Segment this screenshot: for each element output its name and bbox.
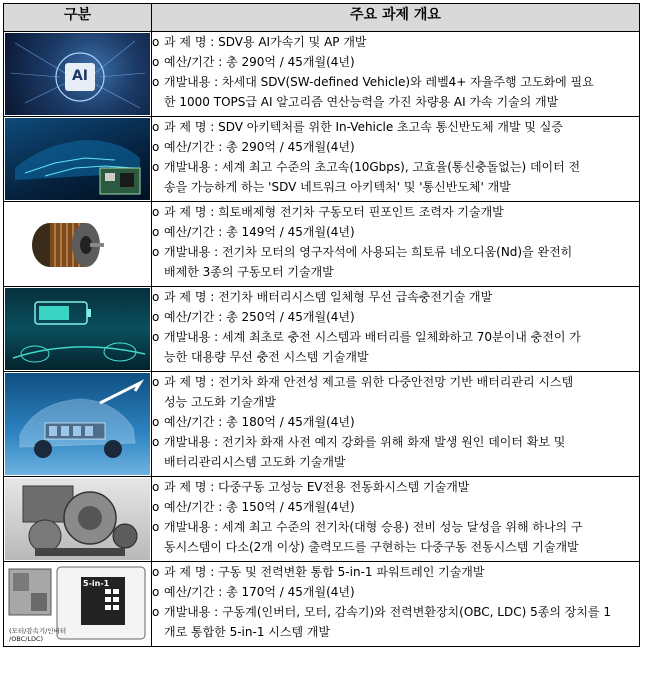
project-content: o 개발내용 : 전기차 화재 사전 예지 강화를 위해 화재 발생 원인 데이터 확보 및 배터리관리시스템 고도화 기술개발 bbox=[152, 435, 566, 469]
row-text-cell bbox=[152, 372, 640, 477]
table-row bbox=[4, 562, 640, 647]
project-period: o 예산/기간 : 총 180억 / 45개월(4년) bbox=[152, 415, 355, 429]
ai-chip-image bbox=[5, 33, 150, 115]
row-text-cell bbox=[152, 202, 640, 287]
project-period: o 예산/기간 : 총 150억 / 45개월(4년) bbox=[152, 500, 355, 514]
row-text-cell bbox=[152, 32, 640, 117]
project-content: o 개발내용 : 차세대 SDV(SW-defined Vehicle)와 레벨4+ 자율주행 고도화에 필요 한 1000 TOPS급 AI 알고리즘 연산능력을 가진 차량용 AI 가속 기술의 개발 bbox=[152, 75, 594, 109]
row-image-cell bbox=[4, 477, 152, 562]
project-name: o 과 제 명 : SDV 아키텍처를 위한 In-Vehicle 초고속 통신반도체 개발 및 실증 bbox=[152, 120, 563, 134]
row-image-cell bbox=[4, 287, 152, 372]
project-name: o 과 제 명 : 전기차 배터리시스템 일체형 무선 급속충전기술 개발 bbox=[152, 290, 493, 304]
project-name: o 과 제 명 : 전기차 화재 안전성 제고를 위한 다중안전망 기반 배터리관리 시스템 성능 고도화 기술개발 bbox=[152, 375, 574, 409]
row-image-cell bbox=[4, 562, 152, 647]
project-content: o 개발내용 : 세계 최고 수준의 초고속(10Gbps), 고효율(통신충돌없는) 데이터 전 송을 가능하게 하는 'SDV 네트워크 아키텍처' 및 '통신반도체' 개발 bbox=[152, 160, 581, 194]
table-row bbox=[4, 287, 640, 372]
battery-safety-image bbox=[5, 373, 150, 475]
project-content: o 개발내용 : 세계 최고 수준의 전기차(대형 승용) 전비 성능 달성을 위해 하나의 구 동시스템이 다소(2개 이상) 출력모드를 구현하는 다중구동 전동시스템 기술개발 bbox=[152, 520, 583, 554]
row-image-cell bbox=[4, 32, 152, 117]
header-category: 구분 bbox=[4, 4, 152, 32]
project-period: o 예산/기간 : 총 149억 / 45개월(4년) bbox=[152, 225, 355, 239]
table-row bbox=[4, 117, 640, 202]
project-content: o 개발내용 : 전기차 모터의 영구자석에 사용되는 희토류 네오디움(Nd)을 완전히 배제한 3종의 구동모터 기술개발 bbox=[152, 245, 573, 279]
powertrain-caption: (모터/감속기/인버터 /OBC/LDC) bbox=[9, 627, 67, 643]
network-car-image bbox=[5, 118, 150, 200]
project-name: o 과 제 명 : 희토배제형 전기차 구동모터 핀포인트 조력자 기술개발 bbox=[152, 205, 504, 219]
drive-system-image bbox=[5, 478, 150, 560]
table-row bbox=[4, 32, 640, 117]
row-image-cell bbox=[4, 372, 152, 477]
row-text-cell bbox=[152, 287, 640, 372]
project-period: o 예산/기간 : 총 250억 / 45개월(4년) bbox=[152, 310, 355, 324]
table-row bbox=[4, 477, 640, 562]
project-period: o 예산/기간 : 총 290억 / 45개월(4년) bbox=[152, 140, 355, 154]
wireless-charging-image bbox=[5, 288, 150, 370]
project-name: o 과 제 명 : 다중구동 고성능 EV전용 전동화시스템 기술개발 bbox=[152, 480, 470, 494]
row-text-cell bbox=[152, 117, 640, 202]
powertrain-image bbox=[5, 563, 150, 645]
motor-image bbox=[5, 203, 150, 285]
project-name: o 과 제 명 : 구동 및 전력변환 통합 5-in-1 파워트레인 기술개발 bbox=[152, 565, 485, 579]
project-content: o 개발내용 : 세계 최초로 충전 시스템과 배터리를 일체화하고 70분이내 충전이 가 능한 대용량 무선 충전 시스템 기술개발 bbox=[152, 330, 581, 364]
project-content: o 개발내용 : 구동계(인버터, 모터, 감속기)와 전력변환장치(OBC, LDC) 5종의 장치를 1 개로 통합한 5-in-1 시스템 개발 bbox=[152, 605, 611, 639]
header-overview: 주요 과제 개요 bbox=[152, 4, 640, 32]
table-row bbox=[4, 202, 640, 287]
row-text-cell bbox=[152, 562, 640, 647]
table-header-row bbox=[4, 4, 640, 32]
row-image-cell bbox=[4, 117, 152, 202]
project-name: o 과 제 명 : SDV용 AI가속기 및 AP 개발 bbox=[152, 35, 367, 49]
project-period: o 예산/기간 : 총 290억 / 45개월(4년) bbox=[152, 55, 355, 69]
project-period: o 예산/기간 : 총 170억 / 45개월(4년) bbox=[152, 585, 355, 599]
row-image-cell bbox=[4, 202, 152, 287]
ai-chip-label: AI bbox=[71, 68, 89, 84]
row-text-cell bbox=[152, 477, 640, 562]
five-in-one-label: 5-in-1 bbox=[83, 579, 110, 588]
project-table bbox=[3, 3, 640, 647]
table-row bbox=[4, 372, 640, 477]
